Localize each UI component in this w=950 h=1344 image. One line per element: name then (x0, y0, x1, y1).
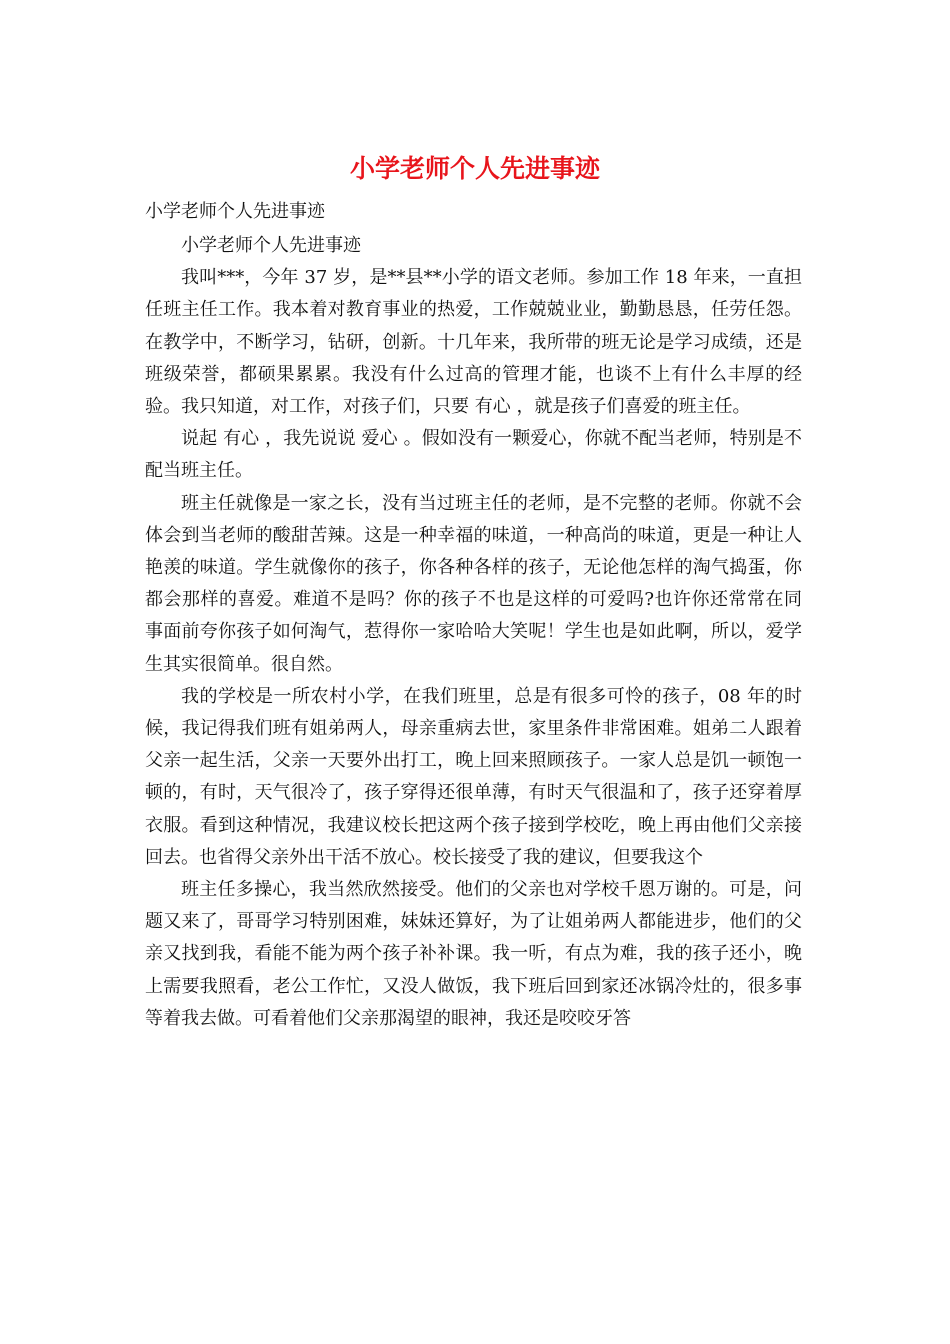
document-subtitle: 小学老师个人先进事迹 (145, 201, 325, 222)
paragraph: 我的学校是一所农村小学，在我们班里，总是有很多可怜的孩子，08 年的时候，我记得我们班有姐弟两人，母亲重病去世，家里条件非常困难。姐弟二人跟着父亲一起生活，父亲一天要外出打工，晚上回来照顾孩子。一家人总是饥一顿饱一顿的，有时，天气很冷了，孩子穿得还很单薄，有时天气很温和了，孩子还穿着厚衣服。看到这种情况，我建议校长把这两个孩子接到学校吃，晚上再由他们父亲接回去。也省得父亲外出干活不放心。校长接受了我的建议，但要我这个 (145, 685, 802, 868)
paragraph: 小学老师个人先进事迹 (181, 235, 361, 256)
paragraph: 我叫***，今年 37 岁，是**县**小学的语文老师。参加工作 18 年来，一直担任班主任工作。我本着对教育事业的热爱，工作兢兢业业，勤勤恳恳，任劳任怨。在教学中，不断学习，钻研，创新。十几年来，我所带的班无论是学习成绩，还是班级荣誉，都硕果累累。我没有什么过高的管理才能，也谈不上有什么丰厚的经验。我只知道，对工作，对孩子们，只要 有心 ，就是孩子们喜爱的班主任。 (145, 267, 802, 418)
paragraph: 班主任就像是一家之长，没有当过班主任的老师，是不完整的老师。你就不会体会到当老师的酸甜苦辣。这是一种幸福的味道，一种高尚的味道，更是一种让人艳羡的味道。学生就像你的孩子，你各种各样的孩子，无论他怎样的淘气捣蛋，你都会那样的喜爱。难道不是吗？你的孩子不也是这样的可爱吗?也许你还常常在同事面前夸你孩子如何淘气，惹得你一家哈哈大笑呢！学生也是如此啊，所以，爱学生其实很简单。很自然。 (145, 492, 802, 675)
document-title: 小学老师个人先进事迹 (349, 154, 600, 183)
document-body (145, 230, 802, 1035)
paragraph: 班主任多操心，我当然欣然接受。他们的父亲也对学校千恩万谢的。可是，问题又来了，哥哥学习特别困难，妹妹还算好，为了让姐弟两人都能进步，他们的父亲又找到我，看能不能为两个孩子补补课。我一听，有点为难，我的孩子还小，晚上需要我照看，老公工作忙，又没人做饭，我下班后回到家还冰锅冷灶的，很多事等着我去做。可看着他们父亲那渴望的眼神，我还是咬咬牙答 (145, 879, 802, 1029)
paragraph: 说起 有心 ，我先说说 爱心 。假如没有一颗爱心，你就不配当老师，特别是不配当班主任。 (145, 428, 802, 482)
